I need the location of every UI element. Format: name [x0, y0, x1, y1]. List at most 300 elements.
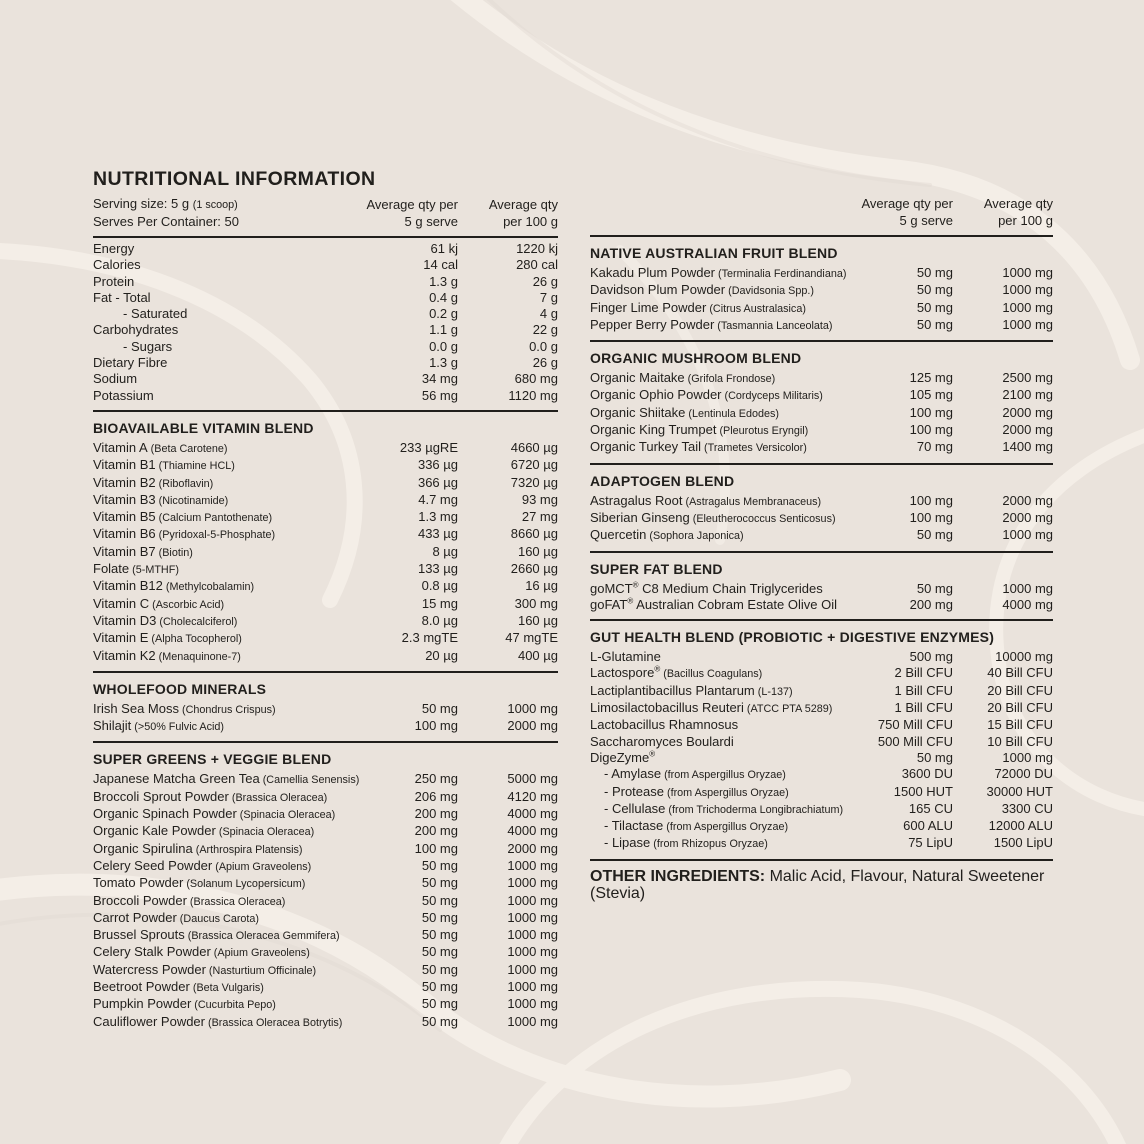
nutrient-name: Carbohydrates [93, 322, 179, 338]
nutrient-name: Organic Maitake (Grifola Frondose) [590, 370, 776, 386]
qty-per-100g: 7 g [539, 289, 558, 305]
qty-per-serve: 50 mg [421, 892, 458, 908]
nutrient-name: Protein [93, 273, 135, 289]
nutrient-note: (Alpha Tocopherol) [148, 633, 242, 646]
nutrient-note: (Cucurbita Pepo) [191, 999, 276, 1012]
nutrient-row [93, 388, 558, 404]
nutrient-row [93, 910, 558, 927]
section-heading: NATIVE AUSTRALIAN FRUIT BLEND [590, 245, 838, 261]
nutrient-note: (Solanum Lycopersicum) [183, 878, 306, 891]
qty-per-100g: 1000 mg [507, 857, 558, 873]
qty-per-serve: 750 Mill CFU [877, 717, 953, 733]
nutrient-name: Dietary Fibre [93, 355, 168, 371]
nutrient-name: Vitamin B6 (Pyridoxal-5-Phosphate) [93, 526, 276, 542]
qty-per-100g-header-line1: Average qty [983, 196, 1053, 211]
nutrient-note: (Grifola Frondose) [684, 373, 776, 386]
nutrient-row [590, 700, 1053, 717]
qty-per-100g: 0.0 g [529, 338, 558, 354]
nutrient-row [590, 683, 1053, 700]
qty-per-serve: 50 mg [916, 527, 953, 543]
nutrient-row [590, 422, 1053, 439]
qty-per-100g: 1000 mg [1002, 580, 1053, 596]
qty-per-serve: 50 mg [916, 282, 953, 298]
qty-per-serve-header [362, 197, 458, 230]
nutrient-name: - Saturated [123, 306, 188, 322]
qty-per-100g: 26 g [532, 355, 558, 371]
nutrient-name: Shilajit (>50% Fulvic Acid) [93, 718, 225, 734]
nutrient-name: Celery Stalk Powder (Apium Graveolens) [93, 944, 310, 960]
qty-per-serve: 200 mg [414, 823, 458, 839]
qty-per-serve: 50 mg [916, 749, 953, 765]
nutrient-name: Vitamin C (Ascorbic Acid) [93, 595, 225, 611]
nutrient-name: Folate (5-MTHF) [93, 561, 179, 577]
qty-per-100g: 1000 mg [1002, 527, 1053, 543]
nutrient-row [590, 300, 1053, 317]
nutrient-row [93, 339, 558, 355]
qty-per-serve: 50 mg [421, 978, 458, 994]
qty-per-100g: 1000 mg [1002, 265, 1053, 280]
section-heading: ADAPTOGEN BLEND [590, 472, 735, 489]
qty-per-serve: 200 mg [414, 806, 458, 822]
qty-per-100g: 2000 mg [1002, 422, 1053, 438]
qty-per-100g: 1000 mg [507, 996, 558, 1012]
qty-per-serve: 200 mg [909, 596, 953, 612]
nutrient-row [590, 510, 1053, 527]
nutrient-row [93, 440, 558, 457]
nutrient-note: (Pyridoxal-5-Phosphate) [155, 529, 276, 542]
qty-per-100g: 2000 mg [1002, 492, 1053, 508]
nutrient-name: Organic King Trumpet (Pleurotus Eryngil) [590, 422, 809, 438]
serving-size-note: (1 scoop) [192, 199, 238, 211]
qty-per-100g: 1000 mg [1002, 749, 1053, 765]
nutrient-name: Japanese Matcha Green Tea (Camellia Senensis) [93, 771, 360, 787]
qty-per-serve: 8.0 µg [421, 612, 458, 628]
qty-per-100g: 5000 mg [507, 771, 558, 787]
nutrient-row [93, 630, 558, 647]
nutrient-row [590, 282, 1053, 299]
qty-per-serve-header-line2: 5 g serve [404, 213, 458, 229]
nutrient-name: Vitamin K2 (Menaquinone-7) [93, 647, 241, 663]
serving-size-label: Serving size: 5 g [93, 196, 190, 211]
serving-info [93, 196, 362, 230]
qty-per-serve: 500 mg [909, 649, 953, 665]
qty-per-serve: 366 µg [417, 474, 458, 490]
qty-per-100g: 1120 mg [508, 387, 558, 403]
qty-per-100g: 2500 mg [1002, 370, 1053, 386]
qty-per-100g: 12000 ALU [988, 818, 1053, 834]
qty-per-serve: 0.4 g [429, 289, 458, 305]
nutrient-note: (Nasturtium Officinale) [205, 964, 317, 977]
qty-per-100g: 27 mg [521, 509, 558, 525]
qty-per-100g: 160 µg [517, 543, 558, 559]
nutrient-name: Fat - Total [93, 289, 151, 305]
other-ingredients [590, 864, 1053, 902]
nutrient-row [93, 979, 558, 996]
nutrient-row [93, 596, 558, 613]
qty-per-serve: 8 µg [432, 543, 458, 559]
right-column-header [590, 196, 1053, 229]
qty-per-100g: 400 µg [517, 647, 558, 663]
nutrient-row [93, 841, 558, 858]
qty-per-100g: 1000 mg [507, 978, 558, 994]
qty-per-serve: 433 µg [417, 526, 458, 542]
left-column-header [93, 196, 558, 230]
nutrient-note: (Nicotinamide) [155, 494, 229, 507]
nutrient-row [93, 475, 558, 492]
qty-per-serve: 125 mg [909, 370, 953, 386]
qty-per-100g: 1000 mg [1002, 299, 1053, 315]
qty-per-100g: 20 Bill CFU [987, 682, 1053, 698]
qty-per-100g: 1400 mg [1002, 439, 1053, 455]
qty-per-serve: 250 mg [414, 771, 458, 787]
qty-per-serve: 0.2 g [429, 306, 458, 322]
nutrient-note: (ATCC PTA 5289) [743, 703, 833, 716]
nutrient-row [93, 561, 558, 578]
header-divider [93, 236, 558, 238]
nutrient-row [93, 858, 558, 875]
qty-per-serve: 70 mg [916, 439, 953, 455]
qty-per-serve: 233 µgRE [399, 439, 458, 455]
nutrient-note: (Menaquinone-7) [155, 650, 241, 663]
qty-per-serve: 50 mg [421, 875, 458, 891]
nutrient-row [590, 784, 1053, 801]
nutrient-row [590, 750, 1053, 766]
nutrient-note: (Sophora Japonica) [646, 530, 744, 543]
nutrient-name: Vitamin B7 (Biotin) [93, 543, 193, 559]
nutrient-name: Astragalus Root (Astragalus Membranaceus) [590, 492, 822, 508]
nutrient-note: (Apium Graveolens) [212, 860, 312, 873]
serving-size-line [93, 196, 362, 214]
qty-per-100g-header [458, 197, 558, 230]
nutrient-row [93, 823, 558, 840]
nutrient-note: (Apium Graveolens) [210, 947, 310, 960]
qty-per-serve: 20 µg [425, 647, 458, 663]
nutrient-note: (Pleurotus Eryngil) [716, 425, 809, 438]
qty-per-100g: 15 Bill CFU [987, 717, 1053, 733]
qty-per-100g: 280 cal [516, 257, 558, 273]
nutrient-name: Potassium [93, 387, 154, 403]
nutrient-row [93, 613, 558, 630]
nutrient-name: Vitamin B12 (Methylcobalamin) [93, 578, 255, 594]
qty-per-serve: 3600 DU [901, 766, 953, 782]
other-ingredients-label: OTHER INGREDIENTS: [590, 867, 766, 885]
nutrient-name: goFAT® Australian Cobram Estate Olive Oil [590, 596, 837, 612]
nutrient-note: (from Trichoderma Longibrachiatum) [665, 803, 844, 816]
nutrient-name: Organic Turkey Tail (Trametes Versicolor) [590, 439, 807, 455]
section-divider [93, 671, 558, 673]
nutrient-note: (Spinacia Oleracea) [215, 826, 315, 839]
nutrient-note: (Brassica Oleracea) [228, 791, 328, 804]
qty-per-serve: 1 Bill CFU [894, 700, 953, 716]
nutrient-row [590, 818, 1053, 835]
nutrient-name: - Protease (from Aspergillus Oryzae) [604, 783, 789, 799]
qty-per-100g: 8660 µg [510, 526, 558, 542]
nutrient-row [93, 290, 558, 306]
qty-per-100g: 1000 mg [507, 1013, 558, 1029]
nutrient-note: (Thiamine HCL) [155, 460, 235, 473]
nutrient-row [93, 875, 558, 892]
nutrient-row [590, 835, 1053, 852]
nutrient-row [590, 734, 1053, 750]
qty-per-serve: 50 mg [421, 857, 458, 873]
nutrient-row [93, 306, 558, 322]
nutrient-name: Calories [93, 257, 141, 273]
nutrient-row [590, 665, 1053, 682]
qty-per-serve: 50 mg [916, 299, 953, 315]
qty-per-serve: 14 cal [423, 257, 458, 273]
qty-per-100g-header [953, 196, 1053, 229]
nutrient-row [93, 996, 558, 1013]
right-sections [590, 240, 1053, 853]
nutrient-row [590, 527, 1053, 544]
nutrient-name: Davidson Plum Powder (Davidsonia Spp.) [590, 282, 814, 298]
qty-per-serve: 165 CU [908, 800, 953, 816]
nutrient-name: goMCT® C8 Medium Chain Triglycerides [590, 580, 823, 596]
nutrient-row [590, 766, 1053, 783]
nutrient-note: (L-137) [754, 685, 793, 698]
nutrient-note: (Trametes Versicolor) [701, 442, 807, 455]
section-divider [590, 463, 1053, 465]
qty-per-100g: 47 mgTE [505, 630, 558, 646]
nutrient-row [93, 718, 558, 735]
nutrient-note: (Tasmannia Lanceolata) [714, 319, 833, 332]
nutrient-row [93, 322, 558, 338]
qty-per-100g: 4000 mg [1002, 596, 1053, 612]
qty-per-serve: 50 mg [421, 944, 458, 960]
qty-per-serve: 15 mg [421, 595, 458, 611]
qty-per-serve: 50 mg [421, 996, 458, 1012]
nutrient-row [93, 962, 558, 979]
section-divider [93, 741, 558, 743]
qty-per-100g: 1000 mg [1002, 282, 1053, 298]
qty-per-serve: 50 mg [421, 1013, 458, 1029]
qty-per-100g: 4660 µg [510, 439, 558, 455]
two-column-layout [93, 196, 1053, 1031]
qty-per-serve-header [857, 196, 953, 229]
nutrient-note: (Biotin) [155, 546, 193, 559]
qty-per-100g: 93 mg [521, 491, 558, 507]
qty-per-100g: 16 µg [525, 578, 558, 594]
qty-per-100g: 7320 µg [510, 474, 558, 490]
nutrient-row [93, 944, 558, 961]
qty-per-100g: 4 g [539, 306, 558, 322]
nutrient-row [93, 893, 558, 910]
nutrient-row [93, 371, 558, 387]
nutrient-row [93, 492, 558, 509]
qty-per-100g: 4120 mg [507, 788, 558, 804]
qty-per-serve-header-line1: Average qty per [861, 196, 953, 211]
qty-per-serve: 0.0 g [429, 338, 458, 354]
qty-per-serve: 100 mg [909, 509, 953, 525]
section-divider [590, 859, 1053, 861]
qty-per-100g-header-line2: per 100 g [503, 213, 558, 229]
nutrient-row [93, 578, 558, 595]
header-divider [590, 235, 1053, 237]
nutrient-row [93, 509, 558, 526]
section-divider [93, 410, 558, 412]
nutrient-name: Organic Spinach Powder (Spinacia Oleracea) [93, 806, 336, 822]
nutrient-name: Vitamin B1 (Thiamine HCL) [93, 457, 235, 473]
nutrient-name: Broccoli Sprout Powder (Brassica Oleracea) [93, 788, 328, 804]
nutrient-row [93, 257, 558, 273]
qty-per-serve: 1.3 mg [418, 509, 458, 525]
nutrient-note: (Beta Carotene) [147, 442, 228, 455]
qty-per-100g: 160 µg [517, 612, 558, 628]
nutrient-name: Irish Sea Moss (Chondrus Crispus) [93, 700, 276, 716]
other-ingredients-text: Malic Acid, Flavour, Natural Sweetener (Stevia) [590, 867, 1045, 902]
nutrient-name: Finger Lime Powder (Citrus Australasica) [590, 299, 806, 315]
nutrient-note: (Davidsonia Spp.) [725, 285, 814, 298]
qty-per-serve: 105 mg [909, 387, 953, 403]
nutrient-name: Pumpkin Powder (Cucurbita Pepo) [93, 996, 276, 1012]
nutrient-note: (Terminalia Ferdinandiana) [715, 268, 847, 280]
nutrient-name: Pepper Berry Powder (Tasmannia Lanceolata) [590, 316, 833, 332]
qty-per-100g: 30000 HUT [986, 783, 1053, 799]
nutrient-name: Vitamin D3 (Cholecalciferol) [93, 612, 238, 628]
section-divider [590, 619, 1053, 621]
nutrient-note: (Brassica Oleracea Botrytis) [205, 1016, 343, 1029]
nutrient-note: (Daucus Carota) [176, 912, 260, 925]
nutrient-name: - Cellulase (from Trichoderma Longibrachiatum) [604, 800, 844, 816]
nutrient-row [590, 801, 1053, 818]
nutrient-name: Energy [93, 241, 135, 256]
nutrient-note: (Astragalus Membranaceus) [682, 495, 822, 508]
nutrient-name: Organic Kale Powder (Spinacia Oleracea) [93, 823, 315, 839]
nutrient-note: (Chondrus Crispus) [178, 703, 276, 716]
qty-per-serve: 600 ALU [903, 818, 953, 834]
qty-per-100g: 6720 µg [510, 457, 558, 473]
qty-per-100g: 2000 mg [507, 718, 558, 734]
qty-per-100g: 2660 µg [510, 561, 558, 577]
qty-per-100g: 1000 mg [507, 700, 558, 716]
nutrient-name: Lactospore® (Bacillus Coagulans) [590, 665, 763, 681]
qty-per-serve: 2.3 mgTE [401, 630, 458, 646]
nutrient-name: - Tilactase (from Aspergillus Oryzae) [604, 818, 789, 834]
qty-per-100g: 2000 mg [1002, 509, 1053, 525]
qty-per-serve: 50 mg [916, 316, 953, 332]
qty-per-100g: 3300 CU [1001, 800, 1053, 816]
nutrient-name: Broccoli Powder (Brassica Oleracea) [93, 892, 286, 908]
nutrient-name: Saccharomyces Boulardi [590, 733, 734, 749]
nutrient-name: L-Glutamine [590, 649, 661, 665]
qty-per-serve: 100 mg [909, 404, 953, 420]
nutrient-note: (Calcium Pantothenate) [155, 512, 273, 525]
nutrient-name: Celery Seed Powder (Apium Graveolens) [93, 857, 312, 873]
nutrient-name: Siberian Ginseng (Eleutherococcus Senticosus) [590, 509, 836, 525]
nutrient-row [93, 701, 558, 718]
nutrient-name: Organic Ophio Powder (Cordyceps Militaris) [590, 387, 823, 403]
qty-per-100g: 2000 mg [1002, 404, 1053, 420]
nutrient-name: Limosilactobacillus Reuteri (ATCC PTA 5289) [590, 700, 833, 716]
nutrient-name: Vitamin B3 (Nicotinamide) [93, 491, 229, 507]
qty-per-100g: 20 Bill CFU [987, 700, 1053, 716]
nutrient-row [590, 649, 1053, 665]
qty-per-100g-header-line2: per 100 g [998, 212, 1053, 228]
nutrient-name: Carrot Powder (Daucus Carota) [93, 909, 260, 925]
nutrient-note: (Beta Vulgaris) [189, 981, 264, 994]
nutrient-note: (from Rhizopus Oryzae) [650, 838, 768, 851]
nutrient-row [590, 597, 1053, 613]
section-heading: SUPER FAT BLEND [590, 560, 723, 577]
qty-per-100g: 300 mg [514, 595, 558, 611]
qty-per-100g: 1000 mg [507, 944, 558, 960]
qty-per-100g: 40 Bill CFU [987, 665, 1053, 681]
nutrient-row [93, 806, 558, 823]
qty-per-100g: 1220 kj [516, 241, 558, 256]
nutrient-row [93, 927, 558, 944]
nutrient-note: (Spinacia Oleracea) [236, 809, 336, 822]
section-divider [590, 340, 1053, 342]
nutrient-name: Vitamin B5 (Calcium Pantothenate) [93, 509, 273, 525]
nutrient-note: (from Aspergillus Oryzae) [661, 769, 786, 782]
nutrient-name: Beetroot Powder (Beta Vulgaris) [93, 978, 264, 994]
qty-per-100g: 1000 mg [507, 909, 558, 925]
page-title: NUTRITIONAL INFORMATION [93, 168, 376, 190]
qty-per-serve: 100 mg [414, 840, 458, 856]
nutrient-note: (from Aspergillus Oryzae) [663, 821, 789, 834]
qty-per-serve: 206 mg [414, 788, 458, 804]
nutrient-row [590, 405, 1053, 422]
nutrient-note: (Lentinula Edodes) [685, 407, 780, 420]
nutrient-row [93, 771, 558, 788]
nutrient-name: - Amylase (from Aspergillus Oryzae) [604, 766, 786, 782]
qty-per-serve: 100 mg [909, 422, 953, 438]
nutrient-note: (Cordyceps Militaris) [721, 390, 823, 403]
nutrient-note: (Ascorbic Acid) [149, 598, 225, 611]
nutrient-row [590, 439, 1053, 456]
qty-per-100g: 1000 mg [1002, 316, 1053, 332]
qty-per-serve: 100 mg [909, 492, 953, 508]
serves-per-container-line: Serves Per Container: 50 [93, 213, 239, 229]
qty-per-serve: 1.1 g [429, 322, 458, 338]
qty-per-serve-header-line1: Average qty per [366, 197, 458, 212]
nutrient-row [93, 355, 558, 371]
qty-per-100g: 1000 mg [507, 875, 558, 891]
section-heading: SUPER GREENS + VEGGIE BLEND [93, 751, 332, 768]
qty-per-serve: 61 kj [430, 241, 458, 256]
nutrition-panel [93, 168, 1053, 1031]
qty-per-serve: 50 mg [421, 909, 458, 925]
nutrient-row [93, 648, 558, 665]
qty-per-100g: 4000 mg [507, 806, 558, 822]
nutrient-row [93, 544, 558, 561]
qty-per-100g: 1000 mg [507, 892, 558, 908]
nutrient-row [93, 241, 558, 257]
nutrient-name: Tomato Powder (Solanum Lycopersicum) [93, 875, 306, 891]
nutrient-row [93, 274, 558, 290]
nutrient-row [93, 457, 558, 474]
nutrient-name: Quercetin (Sophora Japonica) [590, 527, 744, 543]
nutrient-name: Brussel Sprouts (Brassica Oleracea Gemmifera) [93, 927, 340, 943]
qty-per-serve-header-line2: 5 g serve [899, 212, 953, 228]
nutrient-note: (Bacillus Coagulans) [660, 668, 763, 681]
qty-per-serve: 1500 HUT [893, 783, 953, 799]
nutrient-row [590, 493, 1053, 510]
qty-per-serve: 500 Mill CFU [877, 733, 953, 749]
nutrient-row [590, 717, 1053, 733]
nutrient-row [93, 1014, 558, 1031]
nutrient-row [590, 317, 1053, 334]
section-heading: ORGANIC MUSHROOM BLEND [590, 350, 802, 367]
qty-per-100g: 2100 mg [1002, 387, 1053, 403]
qty-per-serve: 50 mg [916, 265, 953, 280]
nutrient-name: Cauliflower Powder (Brassica Oleracea Botrytis) [93, 1013, 343, 1029]
nutrient-note: (Riboflavin) [155, 477, 214, 490]
nutrient-note: (Camellia Senensis) [259, 774, 360, 787]
nutrient-name: Kakadu Plum Powder (Terminalia Ferdinandiana) [590, 265, 847, 280]
section-heading: GUT HEALTH BLEND (PROBIOTIC + DIGESTIVE ENZYMES) [590, 629, 995, 646]
right-column [590, 196, 1053, 902]
